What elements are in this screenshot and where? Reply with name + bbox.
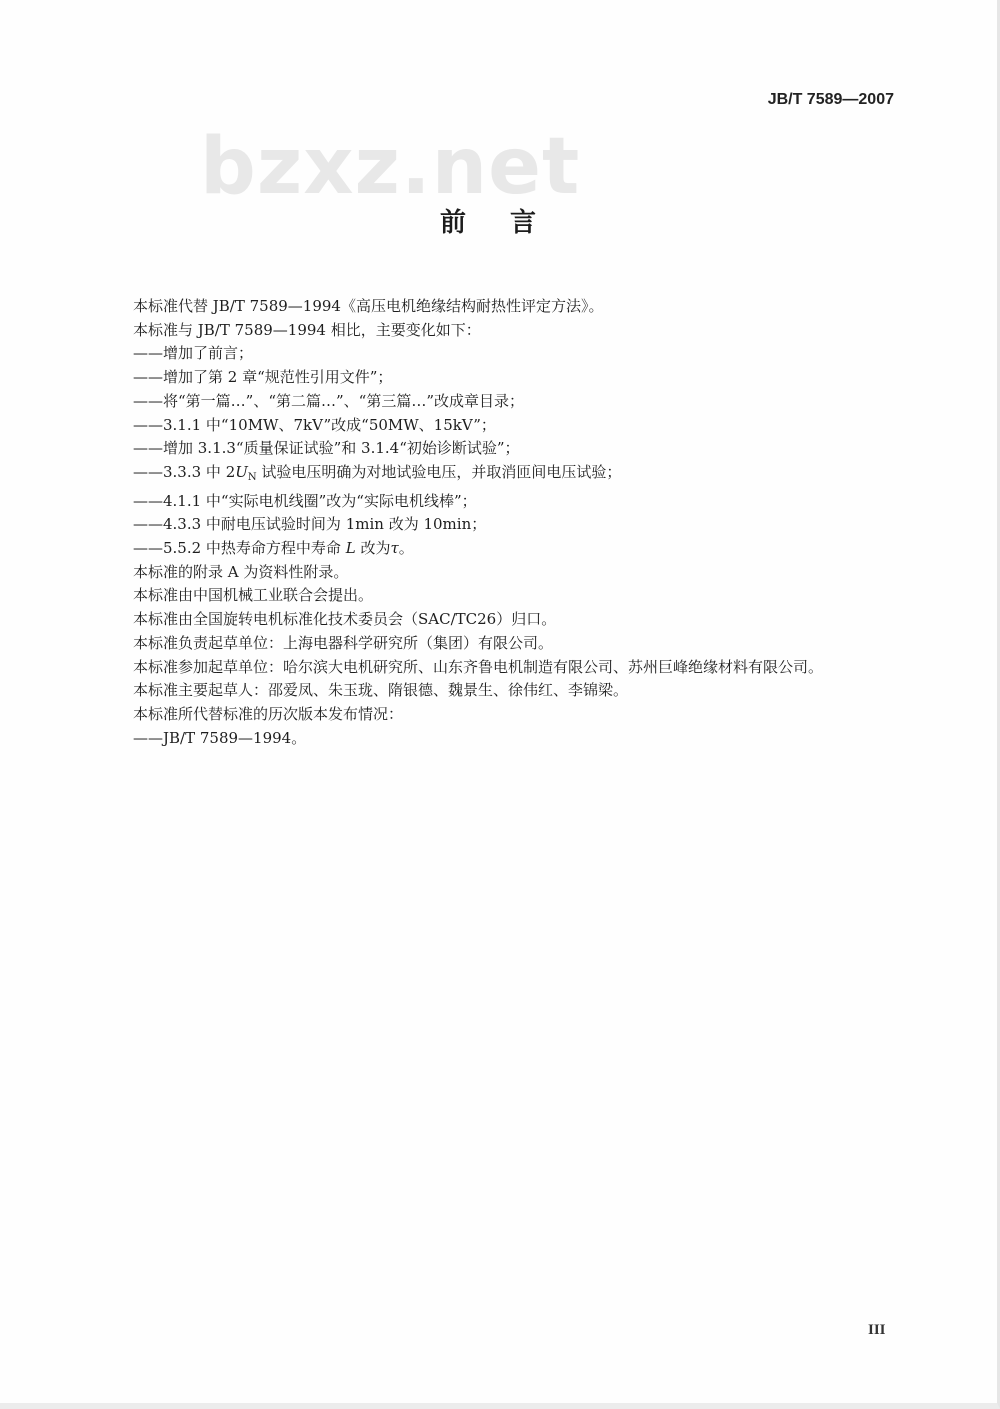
standard-number: JB/T 7589—2007 [767, 91, 894, 108]
list-item-prefix: ——5.5.2 中热寿命方程中寿命 [133, 539, 346, 558]
page-number: III [868, 1322, 886, 1338]
paragraph-drafters: 本标准主要起草人：邵爱凤、朱玉珑、隋银德、魏景生、徐伟红、李锦梁。 [133, 681, 629, 700]
variable-u: U [235, 462, 248, 481]
list-item: ——将“第一篇…”、“第二篇…”、“第三篇…”改成章目录； [133, 391, 525, 410]
variable-tau: τ [390, 539, 399, 558]
variable-l: L [345, 539, 356, 558]
list-item-suffix: 。 [398, 539, 414, 558]
list-item: ——3.1.1 中“10MW、7kV”改成“50MW、15kV”； [133, 415, 496, 434]
list-item: ——4.3.3 中耐电压试验时间为 1min 改为 10min； [133, 515, 487, 534]
list-item [100, 537, 895, 561]
paragraph-under-jurisdiction: 本标准由全国旋转电机标准化技术委员会（SAC/TC26）归口。 [133, 610, 557, 629]
paragraph-proposed-by: 本标准由中国机械工业联合会提出。 [133, 586, 374, 605]
list-item: ——增加 3.1.3“质量保证试验”和 3.1.4“初始诊断试验”； [133, 439, 520, 458]
changes-list [100, 342, 895, 560]
list-item-mid: 改为 [355, 539, 391, 558]
paragraph-changes-intro: 本标准与 JB/T 7589—1994 相比，主要变化如下： [133, 320, 481, 339]
paragraph-annex: 本标准的附录 A 为资料性附录。 [133, 562, 349, 581]
watermark: bzxz.net [200, 122, 581, 212]
list-item: ——4.1.1 中“实际电机线圈”改为“实际电机线棒”； [133, 491, 477, 510]
subscript-n: N [247, 471, 257, 483]
page-title: 前言 [440, 208, 581, 238]
paragraph-replaces: 本标准代替 JB/T 7589—1994《高压电机绝缘结构耐热性评定方法》。 [133, 297, 604, 315]
list-item: ——增加了前言； [133, 344, 254, 363]
foreword-body [100, 295, 895, 750]
paragraph-drafting-unit: 本标准负责起草单位：上海电器科学研究所（集团）有限公司。 [133, 633, 554, 652]
history-item: ——JB/T 7589—1994。 [133, 728, 307, 747]
list-item [100, 461, 895, 490]
list-item-prefix: ——3.3.3 中 2 [133, 462, 236, 481]
list-item-suffix: 试验电压明确为对地试验电压，并取消匝间电压试验； [256, 462, 622, 481]
paragraph-participating-units: 本标准参加起草单位：哈尔滨大电机研究所、山东齐鲁电机制造有限公司、苏州巨峰绝缘材料有限公司。 [133, 657, 824, 676]
list-item: ——增加了第 2 章“规范性引用文件”； [133, 368, 393, 387]
paragraph-history-intro: 本标准所代替标准的历次版本发布情况： [133, 704, 404, 723]
